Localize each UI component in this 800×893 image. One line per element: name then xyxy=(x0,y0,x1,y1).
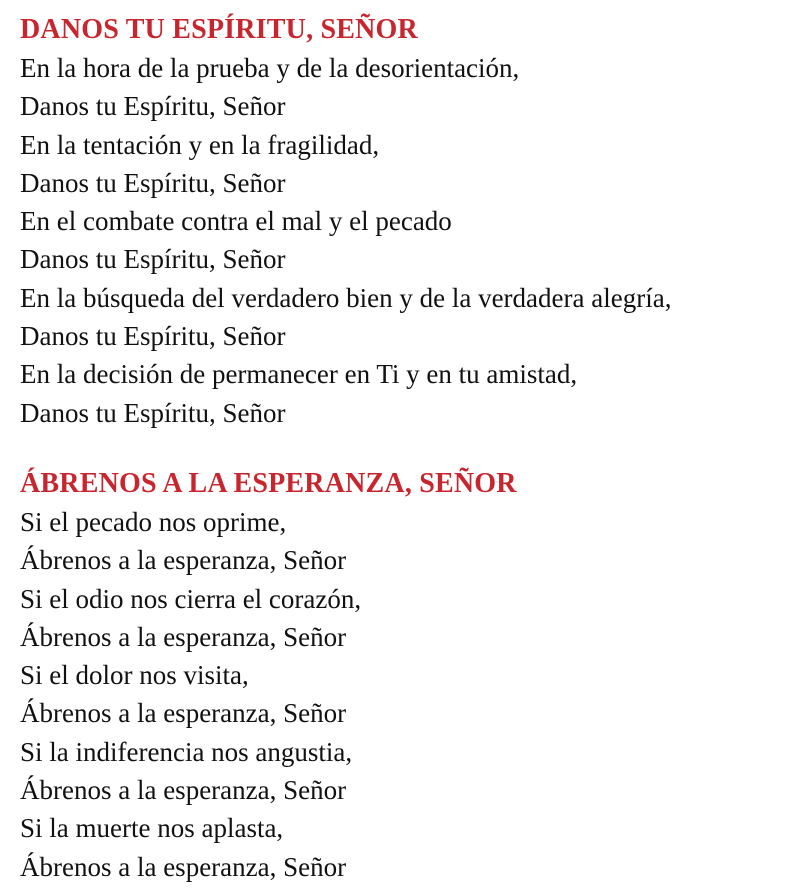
response-line: Danos tu Espíritu, Señor xyxy=(20,167,286,198)
prayer-document xyxy=(20,11,790,886)
section-danos-tu-espiritu xyxy=(20,11,790,432)
verse-line: En la hora de la prueba y de la desorientación, xyxy=(20,53,520,83)
section-title: ÁBRENOS A LA ESPERANZA, SEÑOR xyxy=(20,467,517,499)
response-line: Ábrenos a la esperanza, Señor xyxy=(20,775,347,806)
response-line: Ábrenos a la esperanza, Señor xyxy=(20,698,347,729)
verse-line: En la decisión de permanecer en Ti y en tu amistad, xyxy=(20,359,578,390)
section-abrenos-a-la-esperanza xyxy=(20,465,790,886)
response-line: Danos tu Espíritu, Señor xyxy=(20,244,286,275)
response-line: Danos tu Espíritu, Señor xyxy=(20,321,286,352)
verse-line: Si la indiferencia nos angustia, xyxy=(20,736,353,767)
response-line: Ábrenos a la esperanza, Señor xyxy=(20,851,347,882)
verse-line: Si la muerte nos aplasta, xyxy=(20,813,284,844)
response-line: Ábrenos a la esperanza, Señor xyxy=(20,621,347,652)
verse-line: En la búsqueda del verdadero bien y de la verdadera alegría, xyxy=(20,282,672,313)
verse-line: En la tentación y en la fragilidad, xyxy=(20,129,380,160)
verse-line: Si el dolor nos visita, xyxy=(20,660,249,691)
section-spacer xyxy=(20,432,790,465)
verse-line: En el combate contra el mal y el pecado xyxy=(20,206,452,237)
verse-line: Si el pecado nos oprime, xyxy=(20,506,287,537)
response-line: Danos tu Espíritu, Señor xyxy=(20,91,286,122)
response-line: Ábrenos a la esperanza, Señor xyxy=(20,545,347,576)
section-title: DANOS TU ESPÍRITU, SEÑOR xyxy=(20,14,418,45)
response-line: Danos tu Espíritu, Señor xyxy=(20,397,286,428)
verse-line: Si el odio nos cierra el corazón, xyxy=(20,583,362,614)
